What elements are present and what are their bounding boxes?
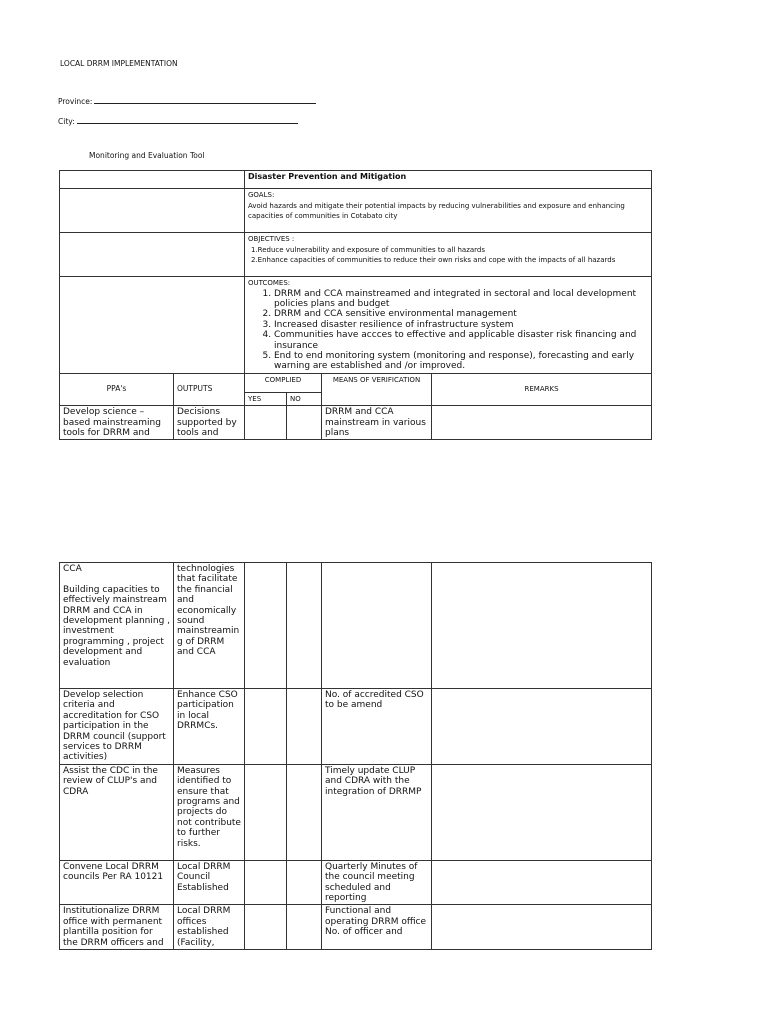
output-cell: technologies that facilitate the financial and economically sound mainstreamin g of DRRM and CCA — [174, 563, 245, 689]
goals-text: Avoid hazards and mitigate their potential impacts by reducing vulnerabilities and exposure and enhancing capacities of communities in Cotabato city — [248, 201, 625, 220]
no-cell — [287, 764, 322, 860]
province-field — [58, 96, 316, 106]
outcomes-label: OUTCOMES: — [248, 279, 291, 287]
outcome-item: 1. DRRM and CCA mainstreamed and integrated in sectoral and local development policies plans and budget — [274, 289, 648, 310]
city-blank-line — [77, 116, 298, 124]
city-label: City: — [58, 117, 75, 126]
yes-cell — [245, 689, 287, 765]
framework-table — [59, 170, 652, 440]
document-title: LOCAL DRRM IMPLEMENTATION — [60, 59, 178, 68]
col-header-no: NO — [287, 392, 322, 406]
remarks-cell — [432, 689, 652, 765]
blank-cell — [60, 189, 245, 233]
objectives-cell — [245, 233, 652, 277]
goals-cell — [245, 189, 652, 233]
means-cell: DRRM and CCA mainstream in various plans — [322, 406, 432, 440]
ppa-cell: Assist the CDC in the review of CLUP's and CDRA — [60, 764, 174, 860]
output-cell: Local DRRM offices established (Facility, — [174, 905, 245, 950]
objective-item: 1.Reduce vulnerability and exposure of communities to all hazards — [251, 245, 486, 254]
no-cell — [287, 406, 322, 440]
means-cell — [322, 563, 432, 689]
ppa-cell: CCA Building capacities to effectively mainstream DRRM and CCA in development planning , investment programming , project development and evaluation — [60, 563, 174, 689]
remarks-cell — [432, 860, 652, 905]
objectives-label: OBJECTIVES : — [248, 235, 295, 243]
outcome-item: 5. End to end monitoring system (monitoring and response), forecasting and early warning are established and /or improved. — [274, 351, 648, 372]
means-cell: Timely update CLUP and CDRA with the integration of DRRMP — [322, 764, 432, 860]
outcome-item: 2. DRRM and CCA sensitive environmental management — [274, 309, 648, 319]
ppa-cell: Develop science – based mainstreaming tools for DRRM and — [60, 406, 174, 440]
city-field — [58, 116, 298, 126]
blank-cell — [60, 171, 245, 189]
section-title: Disaster Prevention and Mitigation — [245, 171, 652, 189]
remarks-cell — [432, 406, 652, 440]
col-header-yes: YES — [245, 392, 287, 406]
province-label: Province: — [58, 97, 93, 106]
yes-cell — [245, 406, 287, 440]
col-header-means: MEANS OF VERIFICATION — [322, 373, 432, 406]
means-cell: Quarterly Minutes of the council meeting scheduled and reporting — [322, 860, 432, 905]
ppa-cell: Convene Local DRRM councils Per RA 10121 — [60, 860, 174, 905]
ppa-table-continued — [59, 562, 652, 950]
tool-title: Monitoring and Evaluation Tool — [89, 151, 205, 160]
blank-cell — [60, 233, 245, 277]
outcomes-list — [248, 289, 648, 372]
outcomes-cell — [245, 277, 652, 374]
output-cell: Enhance CSO participation in local DRRMCs. — [174, 689, 245, 765]
objective-item: 2.Enhance capacities of communities to reduce their own risks and cope with the impacts of all hazards — [251, 256, 616, 264]
col-header-remarks: REMARKS — [432, 373, 652, 406]
ppa-cell: Develop selection criteria and accreditation for CSO participation in the DRRM council (support services to DRRM activities) — [60, 689, 174, 765]
means-cell: Functional and operating DRRM office No. of officer and — [322, 905, 432, 950]
outcome-item: 4. Communities have accces to effective and applicable disaster risk financing and insurance — [274, 330, 648, 351]
outcome-item: 3. Increased disaster resilience of infrastructure system — [274, 320, 648, 330]
no-cell — [287, 905, 322, 950]
output-cell: Local DRRM Council Established — [174, 860, 245, 905]
goals-label: GOALS: — [248, 191, 275, 199]
yes-cell — [245, 860, 287, 905]
blank-cell — [60, 277, 245, 374]
yes-cell — [245, 563, 287, 689]
yes-cell — [245, 764, 287, 860]
output-cell: Measures identified to ensure that programs and projects do not contribute to further risks. — [174, 764, 245, 860]
ppa-cell: Institutionalize DRRM office with permanent plantilla position for the DRRM officers and — [60, 905, 174, 950]
remarks-cell — [432, 764, 652, 860]
province-blank-line — [94, 96, 316, 104]
means-cell: No. of accredited CSO to be amend — [322, 689, 432, 765]
remarks-cell — [432, 905, 652, 950]
yes-cell — [245, 905, 287, 950]
remarks-cell — [432, 563, 652, 689]
col-header-outputs: OUTPUTS — [174, 373, 245, 406]
col-header-complied: COMPLIED — [245, 373, 322, 392]
no-cell — [287, 689, 322, 765]
output-cell: Decisions supported by tools and — [174, 406, 245, 440]
no-cell — [287, 563, 322, 689]
no-cell — [287, 860, 322, 905]
col-header-ppas: PPA's — [60, 373, 174, 406]
